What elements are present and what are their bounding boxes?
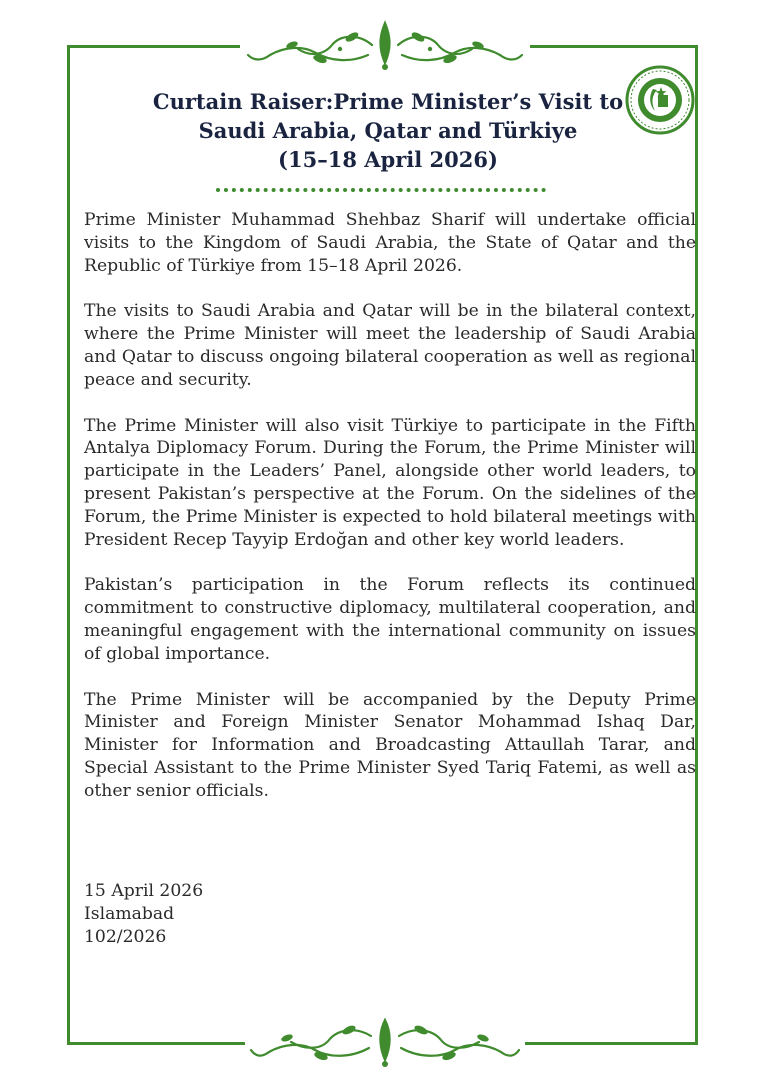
title-line-2: Saudi Arabia, Qatar and Türkiye	[198, 118, 578, 143]
title-line-1: Curtain Raiser:Prime Minister’s Visit to	[152, 89, 624, 114]
document-footer	[84, 880, 203, 948]
reference-number: 102/2026	[84, 926, 167, 947]
title-divider	[216, 188, 546, 192]
title-line-3: (15–18 April 2026)	[278, 147, 498, 172]
paragraph-3: The Prime Minister will also visit Türkiye to participate in the Fifth Antalya Diplomacy Forum. During the Forum, the Prime Minister will participate in the Leaders’ Panel, alongside other world leaders, to present Pakistan’s perspective at the Forum. On the sidelines of the Forum, the Prime Minister is expected to hold bilateral meetings with President Recep Tayyip Erdoğan and other key world leaders.	[84, 415, 696, 550]
paragraph-2: The visits to Saudi Arabia and Qatar will be in the bilateral context, where the Prime Minister will meet the leadership of Saudi Arabia and Qatar to discuss ongoing bilateral cooperation as well as regional peace and security.	[84, 301, 696, 390]
paragraph-5: The Prime Minister will be accompanied by the Deputy Prime Minister and Foreign Minister Senator Mohammad Ishaq Dar, Minister for Information and Broadcasting Attaullah Tarar, and Special Assistant to the Prime Minister Syed Tariq Fatemi, as well as other senior officials.	[84, 689, 696, 801]
document-body	[84, 209, 696, 826]
paragraph-4: Pakistan’s participation in the Forum reflects its continued commitment to constructive diplomacy, multilateral cooperation, and meaningful engagement with the international community on issues of global importance.	[84, 575, 696, 664]
issue-place: Islamabad	[84, 903, 175, 924]
paragraph-1: Prime Minister Muhammad Shehbaz Sharif will undertake official visits to the Kingdom of Saudi Arabia, the State of Qatar and the Republic of Türkiye from 15–18 April 2026.	[84, 210, 696, 276]
floral-ornament-bottom-icon	[245, 1010, 525, 1070]
floral-ornament-top-icon	[240, 15, 530, 75]
document-title	[78, 87, 698, 174]
issue-date: 15 April 2026	[84, 881, 204, 901]
